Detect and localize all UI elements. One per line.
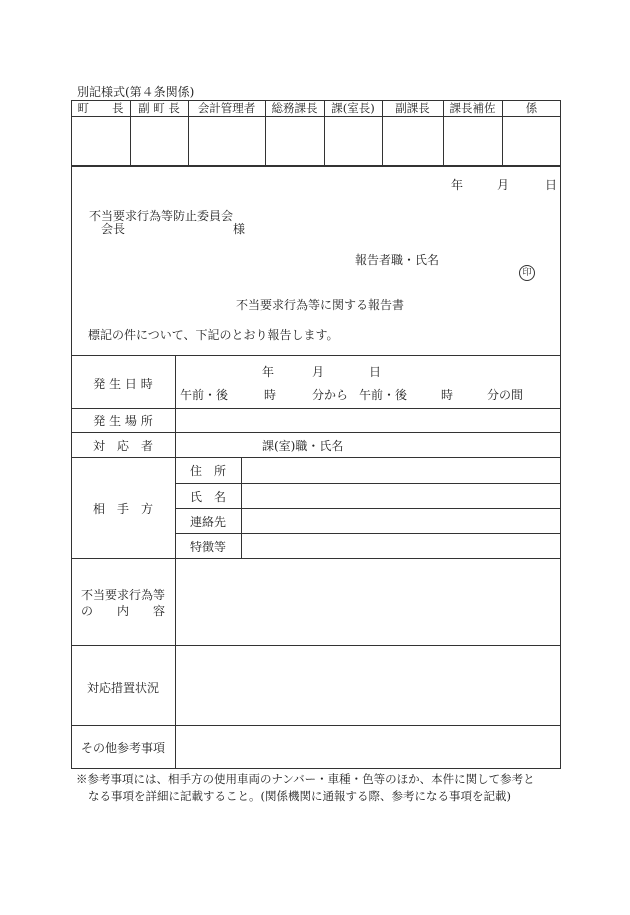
occurrence-label: 発 生 日 時 bbox=[93, 377, 153, 391]
date-day: 日 bbox=[545, 178, 558, 192]
date-month: 月 bbox=[497, 178, 510, 192]
occurrence-day: 日 bbox=[369, 365, 382, 379]
time-to-minute: 分の間 bbox=[487, 388, 524, 402]
occurrence-year: 年 bbox=[262, 365, 275, 379]
header-assistant-section-chief: 課長補佐 bbox=[449, 101, 496, 115]
measures-label: 対応措置状況 bbox=[86, 681, 159, 695]
counterpart-label: 相 手 方 bbox=[92, 502, 153, 516]
counterpart-address-label: 住 所 bbox=[189, 464, 226, 478]
responder-value: 課(室)職・氏名 bbox=[262, 439, 344, 453]
header-clerk: 係 bbox=[525, 101, 538, 115]
report-title: 不当要求行為等に関する報告書 bbox=[236, 298, 405, 312]
header-accounting-manager: 会計管理者 bbox=[197, 101, 256, 115]
date-year: 年 bbox=[451, 178, 464, 192]
responder-label: 対 応 者 bbox=[92, 439, 153, 453]
seal-mark: 印 bbox=[519, 265, 535, 281]
time-from-minute: 分から bbox=[312, 388, 349, 402]
header-deputy-section-chief: 副課長 bbox=[395, 101, 430, 115]
form-title: 別記様式(第４条関係) bbox=[77, 85, 195, 99]
other-notes-label: その他参考事項 bbox=[80, 741, 165, 755]
addressee-committee: 不当要求行為等防止委員会 bbox=[89, 209, 234, 223]
header-deputy-mayor: 副 町 長 bbox=[138, 101, 180, 115]
counterpart-name-label: 氏 名 bbox=[189, 490, 226, 504]
header-mayor: 町 長 bbox=[77, 101, 124, 115]
addressee-chair: 会長 bbox=[101, 222, 126, 236]
time-to-hour: 時 bbox=[441, 388, 454, 402]
content-label-line1: 不当要求行為等 bbox=[80, 588, 165, 602]
time-from-ampm: 午前・後 bbox=[180, 388, 229, 402]
content-label-line2: の 内 容 bbox=[80, 604, 165, 618]
counterpart-contact-label: 連絡先 bbox=[189, 515, 226, 529]
addressee-honorific: 様 bbox=[233, 222, 246, 236]
footnote-line2: なる事項を詳細に記載すること。(関係機関に通報する際、参考になる事項を記載) bbox=[88, 789, 511, 803]
footnote-line1: ※参考事項には、相手方の使用車両のナンバー・車種・色等のほか、本件に関して参考と bbox=[76, 772, 535, 786]
time-from-hour: 時 bbox=[264, 388, 277, 402]
header-general-affairs-chief: 総務課長 bbox=[271, 101, 318, 115]
reporter-label: 報告者職・氏名 bbox=[355, 253, 440, 267]
time-to-ampm: 午前・後 bbox=[359, 388, 408, 402]
intro-text: 標記の件について、下記のとおり報告します。 bbox=[88, 328, 339, 342]
occurrence-month: 月 bbox=[312, 365, 325, 379]
place-label: 発 生 場 所 bbox=[93, 414, 153, 428]
header-section-chief: 課(室長) bbox=[331, 101, 375, 115]
counterpart-features-label: 特徴等 bbox=[189, 540, 226, 554]
